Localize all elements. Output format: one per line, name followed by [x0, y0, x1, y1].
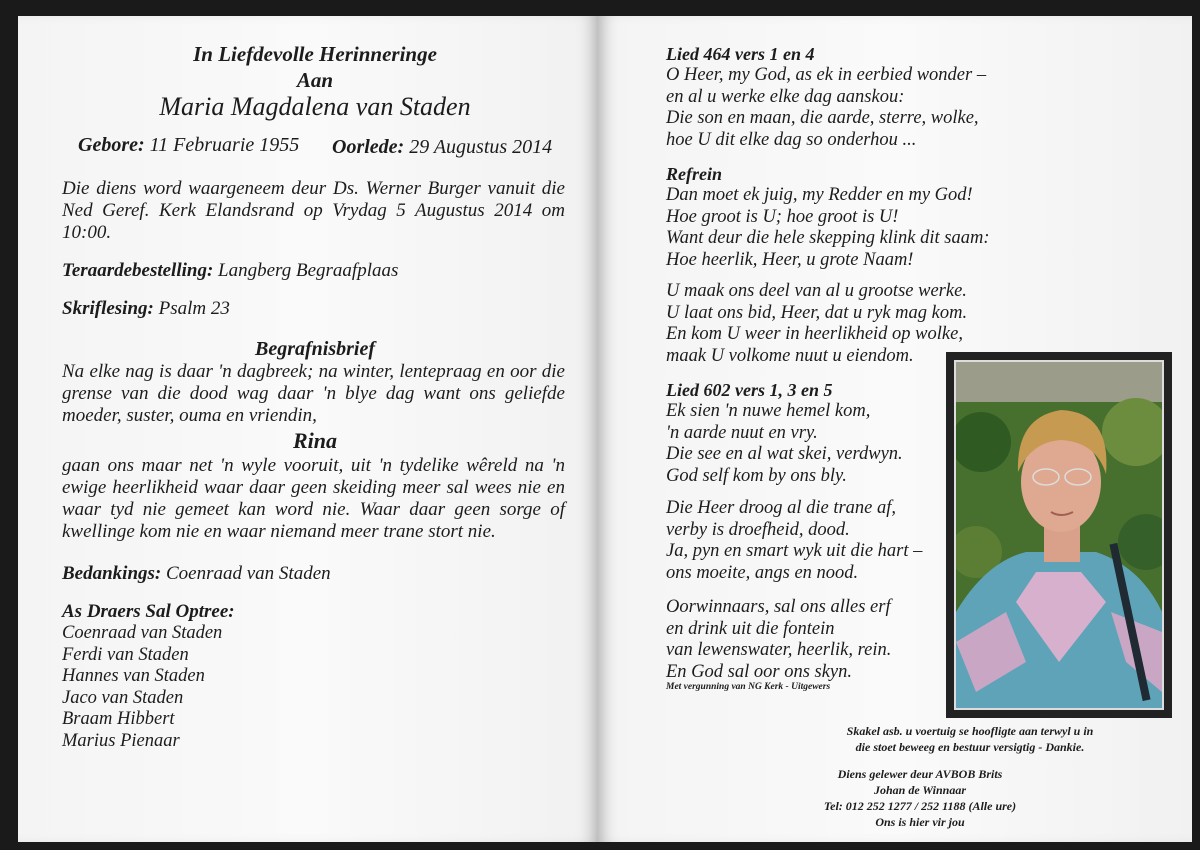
portrait-photo: [946, 352, 1172, 718]
burial-label: Teraardebestelling:: [62, 260, 214, 281]
nickname: Rina: [292, 428, 338, 453]
died-label: Oorlede:: [332, 136, 405, 158]
reading-value: Psalm 23: [158, 298, 230, 319]
hymn1-verse: [666, 65, 986, 151]
verse-line: God self kom by ons bly.: [666, 465, 847, 486]
thanks-label: Bedankings:: [62, 563, 162, 584]
reading-label: Skriflesing:: [62, 298, 154, 319]
bearer-name: Jaco van Staden: [62, 687, 184, 708]
letter-title: Begrafnisbrief: [255, 338, 375, 360]
provider-line: Tel: 012 252 1277 / 252 1188 (Alle ure): [823, 799, 1017, 813]
funeral-service-provider: [700, 766, 1140, 830]
verse-line: Die son en maan, die aarde, sterre, wolke,: [666, 108, 979, 128]
verse-line: Die Heer droog al die trane af,: [666, 498, 897, 518]
hymn1-title: Lied 464 vers 1 en 4: [666, 44, 815, 64]
verse-line: en al u werke elke dag aanskou:: [666, 86, 905, 107]
refrain-verse: [666, 185, 990, 271]
verse-line: verby is droefheid, dood.: [666, 519, 850, 540]
verse-line: Ek sien 'n nuwe hemel kom,: [666, 401, 871, 421]
refrain-title: Refrein: [666, 164, 722, 184]
bearers-label: As Draers Sal Optree:: [62, 601, 235, 622]
hymn2-verse5: [666, 597, 891, 683]
burial-value: Langberg Begraafplaas: [218, 260, 399, 281]
verse-line: en drink uit die fontein: [666, 618, 835, 639]
verse-line: Oorwinnaars, sal ons alles erf: [666, 597, 891, 617]
thanks-line: [62, 563, 331, 585]
hymn1-verse4: [666, 281, 967, 367]
verse-line: U maak ons deel van al u grootse werke.: [666, 281, 967, 301]
verse-line: Want deur die hele skepping klink dit saam:: [666, 228, 990, 248]
provider-line: Ons is hier vir jou: [875, 815, 965, 829]
born-date: 11 Februarie 1955: [149, 134, 300, 156]
provider-line: Diens gelewer deur AVBOB Brits: [837, 767, 1003, 781]
memorial-heading-aan: Aan: [296, 68, 334, 92]
provider-line: Johan de Winnaar: [873, 783, 967, 797]
verse-line: Die see en al wat skei, verdwyn.: [666, 444, 903, 464]
verse-line: Ja, pyn en smart wyk uit die hart –: [666, 541, 923, 561]
verse-line: maak U volkome nuut u eiendom.: [666, 345, 914, 366]
reading-line: [62, 298, 230, 320]
verse-line: U laat ons bid, Heer, dat u ryk mag kom.: [666, 302, 968, 323]
hymn2-verse1: [666, 401, 903, 487]
deceased-name: Maria Magdalena van Staden: [159, 92, 471, 121]
burial-line: [62, 260, 398, 282]
died-date: 29 Augustus 2014: [409, 136, 553, 158]
service-details: Die diens word waargeneem deur Ds. Werner Burger vanuit die Ned Geref. Kerk Elandsrand op Vrydag 5 Augustus 2014 om 10:00.: [62, 178, 565, 243]
permission-note: Met vergunning van NG Kerk - Uitgewers: [666, 682, 831, 692]
born-label: Gebore:: [78, 134, 145, 156]
letter-paragraph-1: Na elke nag is daar 'n dagbreek; na winter, lentepraag en oor die grense van die dood wag daar 'n blye dag want ons geliefde moeder, suster, ouma en vriendin,: [62, 361, 565, 426]
verse-line: van lewenswater, heerlik, rein.: [666, 640, 892, 660]
verse-line: Hoe heerlik, Heer, u grote Naam!: [666, 249, 914, 270]
birth-line: [78, 134, 299, 157]
bearer-name: Braam Hibbert: [62, 709, 175, 729]
hymn2-title: Lied 602 vers 1, 3 en 5: [666, 380, 833, 400]
letter-paragraph-2: gaan ons maar net 'n wyle vooruit, uit 'n tydelike wêreld na 'n ewige heerlikheid waar daar geen skeiding meer sal wees nie en waar tyd nie gemeet kan word nie. Waar daar geen sorge of kwellinge kom nie en waar niemand meer trane stort nie.: [62, 455, 565, 542]
bearer-name: Marius Pienaar: [62, 730, 180, 751]
verse-line: 'n aarde nuut en vry.: [666, 422, 818, 443]
verse-line: En kom U weer in heerlikheid op wolke,: [666, 324, 963, 344]
death-line: [332, 136, 552, 159]
portrait-image: [956, 362, 1162, 708]
verse-line: ons moeite, angs en nood.: [666, 562, 859, 583]
headlights-notice: [750, 723, 1190, 755]
verse-line: hoe U dit elke dag so onderhou ...: [666, 129, 917, 150]
verse-line: Hoe groot is U; hoe groot is U!: [666, 206, 899, 227]
verse-line: O Heer, my God, as ek in eerbied wonder –: [666, 65, 987, 85]
bearer-name: Hannes van Staden: [62, 666, 205, 686]
verse-line: Dan moet ek juig, my Redder en my God!: [666, 185, 973, 205]
bearer-name: Ferdi van Staden: [62, 644, 189, 665]
notice-line: die stoet beweeg en bestuur versigtig - Dankie.: [855, 740, 1085, 754]
memorial-heading: In Liefdevolle Herinneringe: [193, 42, 437, 66]
hymn2-verse3: [666, 498, 922, 584]
bearer-name: Coenraad van Staden: [62, 623, 223, 643]
bearers-list: [62, 623, 222, 752]
thanks-value: Coenraad van Staden: [166, 563, 331, 584]
verse-line: En God sal oor ons skyn.: [666, 661, 853, 682]
notice-line: Skakel asb. u voertuig se hoofligte aan terwyl u in: [846, 724, 1094, 738]
